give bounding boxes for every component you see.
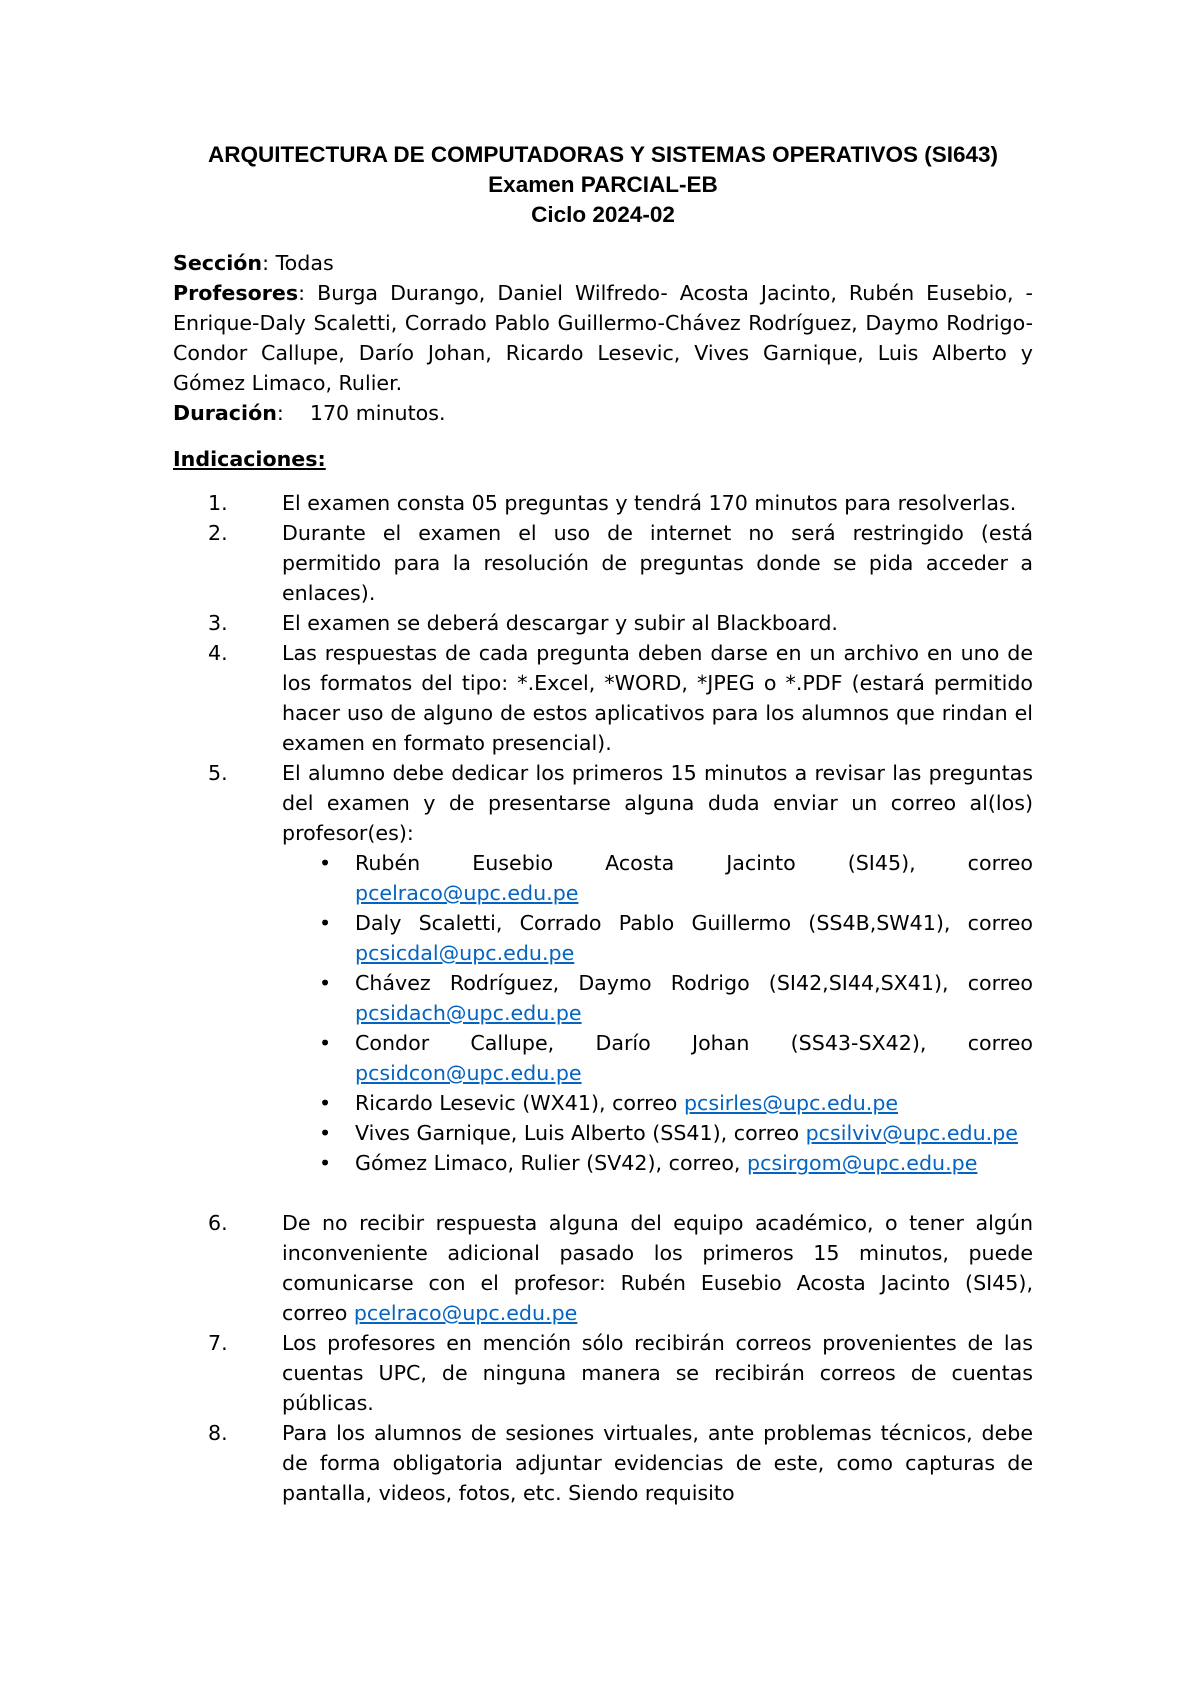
item-number: 1.: [208, 491, 228, 515]
item-text: Para los alumnos de sesiones virtuales, ante problemas técnicos, debe de forma obligatoria adjuntar evidencias de este, como capturas de pantalla, videos, fotos, etc. Siendo requisito: [282, 1421, 1033, 1505]
contact-item: [282, 908, 1033, 968]
contact-item: [282, 1028, 1033, 1088]
professors-line: [173, 278, 1033, 398]
bullet-icon: •: [319, 1091, 332, 1115]
professors-value: : Burga Durango, Daniel Wilfredo- Acosta Jacinto, Rubén Eusebio, - Enrique-Daly Scaletti, Corrado Pablo Guillermo-Chávez Rodríguez, Daymo Rodrigo-Condor Callupe, Darío Johan, Ricardo Lesevic, Vives Garnique, Luis Alberto y Gómez Limaco, Rulier.: [173, 281, 1033, 395]
contact-text: Gómez Limaco, Rulier (SV42), correo,: [355, 1151, 748, 1175]
list-item: [173, 518, 1033, 608]
contact-text: Condor Callupe, Darío Johan (SS43-SX42), correo: [355, 1031, 1033, 1055]
item-number: 3.: [208, 611, 228, 635]
contact-text: Ricardo Lesevic (WX41), correo: [355, 1091, 684, 1115]
email-link[interactable]: pcelraco@upc.edu.pe: [353, 1301, 578, 1325]
item-number: 8.: [208, 1421, 228, 1445]
email-link[interactable]: pcsirgom@upc.edu.pe: [747, 1151, 978, 1175]
bullet-icon: •: [319, 971, 332, 995]
list-item: [173, 638, 1033, 758]
cycle-title: Ciclo 2024-02: [531, 202, 675, 227]
item-text: El alumno debe dedicar los primeros 15 minutos a revisar las preguntas del examen y de presentarse alguna duda enviar un correo al(los) profesor(es):: [282, 761, 1033, 845]
email-link[interactable]: pcsilviv@upc.edu.pe: [805, 1121, 1018, 1145]
contact-text: Chávez Rodríguez, Daymo Rodrigo (SI42,SI44,SX41), correo: [355, 971, 1033, 995]
item-text: De no recibir respuesta alguna del equipo académico, o tener algún inconveniente adicional pasado los primeros 15 minutos, puede comunicarse con el profesor: Rubén Eusebio Acosta Jacinto (SI45), correo: [282, 1211, 1033, 1325]
email-link[interactable]: pcsicdal@upc.edu.pe: [355, 941, 575, 965]
item-text: Los profesores en mención sólo recibirán correos provenientes de las cuentas UPC, de ninguna manera se recibirán correos de cuentas públicas.: [282, 1331, 1033, 1415]
list-item: [173, 608, 1033, 638]
email-link[interactable]: pcelraco@upc.edu.pe: [355, 881, 579, 905]
section-value: : Todas: [262, 251, 334, 275]
item-number: 7.: [208, 1331, 228, 1355]
indications-heading: Indicaciones:: [173, 447, 326, 471]
document-content: [173, 140, 1033, 1508]
contact-list: [282, 848, 1033, 1178]
contact-item: [282, 968, 1033, 1028]
item-number: 6.: [208, 1211, 228, 1235]
item-text: El examen se deberá descargar y subir al Blackboard.: [282, 611, 838, 635]
contact-text: Daly Scaletti, Corrado Pablo Guillermo (SS4B,SW41), correo: [355, 911, 1033, 935]
contact-item: [282, 848, 1033, 908]
section-line: [173, 248, 1033, 278]
list-item: [173, 1208, 1033, 1328]
email-link[interactable]: pcsidcon@upc.edu.pe: [355, 1061, 582, 1085]
list-item: [173, 758, 1033, 1178]
contact-item: [282, 1088, 1033, 1118]
exam-title: Examen PARCIAL-EB: [488, 172, 718, 197]
professors-label: Profesores: [173, 281, 299, 305]
item-text: Las respuestas de cada pregunta deben darse en un archivo en uno de los formatos del tipo: *.Excel, *WORD, *JPEG o *.PDF (estará permitido hacer uso de alguno de estos aplicativos para los alumnos que rindan el examen en formato presencial).: [282, 641, 1033, 755]
item-number: 5.: [208, 761, 228, 785]
contact-item: [282, 1148, 1033, 1178]
item-text: Durante el examen el uso de internet no será restringido (está permitido para la resolución de preguntas donde se pida acceder a enlaces).: [282, 521, 1033, 605]
duration-value: 170 minutos.: [309, 401, 446, 425]
email-link[interactable]: pcsidach@upc.edu.pe: [355, 1001, 582, 1025]
section-label: Sección: [173, 251, 263, 275]
item-number: 4.: [208, 641, 228, 665]
email-link[interactable]: pcsirles@upc.edu.pe: [683, 1091, 899, 1115]
bullet-icon: •: [319, 1151, 332, 1175]
bullet-icon: •: [319, 1121, 332, 1145]
contact-text: Rubén Eusebio Acosta Jacinto (SI45), correo: [355, 851, 1033, 875]
list-item: [173, 1328, 1033, 1418]
indications-list: [173, 488, 1033, 1508]
item-number: 2.: [208, 521, 228, 545]
duration-label: Duración: [173, 401, 277, 425]
bullet-icon: •: [319, 851, 332, 875]
list-item: [173, 488, 1033, 518]
duration-line: [173, 398, 1033, 428]
contact-text: Vives Garnique, Luis Alberto (SS41), correo: [355, 1121, 806, 1145]
contact-item: [282, 1118, 1033, 1148]
duration-separator: :: [276, 401, 284, 425]
item-text: El examen consta 05 preguntas y tendrá 170 minutos para resolverlas.: [282, 491, 1017, 515]
course-title: ARQUITECTURA DE COMPUTADORAS Y SISTEMAS OPERATIVOS (SI643): [207, 142, 999, 167]
list-item: [173, 1418, 1033, 1508]
bullet-icon: •: [319, 911, 332, 935]
bullet-icon: •: [319, 1031, 332, 1055]
